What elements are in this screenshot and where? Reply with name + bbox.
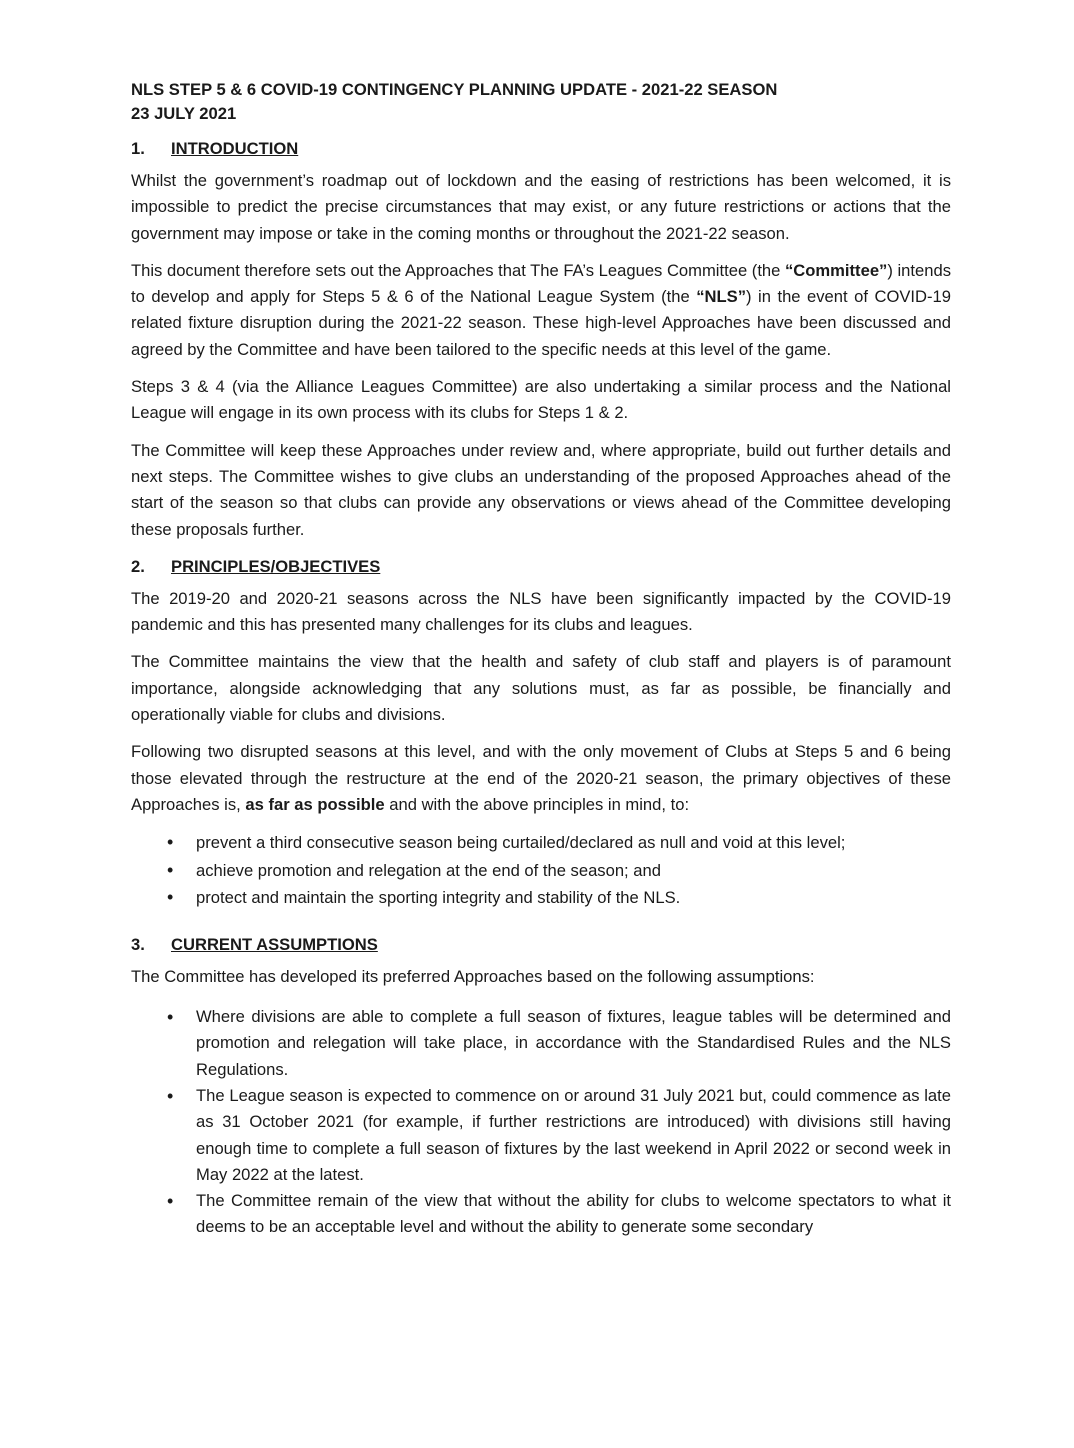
list-item: • The League season is expected to commence on or around 31 July 2021 but, could commence as late as 31 October 2021 (for example, if further restrictions are introduced) with divisions still having enough time to complete a full season of fixtures by the last weekend in April 2022 or second week in May 2022 at the latest. bbox=[131, 1083, 951, 1188]
document-page bbox=[131, 78, 951, 1254]
section-title: INTRODUCTION bbox=[171, 139, 299, 158]
section-heading-assumptions bbox=[131, 932, 951, 958]
paragraph: The 2019-20 and 2020-21 seasons across the NLS have been significantly impacted by the COVID-19 pandemic and this has presented many challenges for its clubs and leagues. bbox=[131, 588, 951, 635]
text-run: ) intends to develop and apply for Steps 5 & 6 of the National League System (the bbox=[131, 260, 951, 307]
paragraph: The Committee will keep these Approaches under review and, where appropriate, build out further details and next steps. The Committee wishes to give clubs an understanding of the proposed Approaches ahead of the start of the season so that clubs can provide any observations or views ahead of the Committee developing these proposals further. bbox=[131, 440, 951, 539]
defined-term: “NLS” bbox=[696, 287, 747, 307]
section-title: PRINCIPLES/OBJECTIVES bbox=[171, 556, 381, 576]
document-title: NLS STEP 5 & 6 COVID-19 CONTINGENCY PLANNING UPDATE - 2021-22 SEASON bbox=[131, 80, 778, 99]
text-run: This document therefore sets out the Approaches that The FA’s Leagues Committee (the bbox=[131, 260, 785, 280]
paragraph bbox=[131, 739, 951, 818]
list-item: • protect and maintain the sporting integrity and stability of the NLS. bbox=[131, 884, 951, 912]
paragraph bbox=[131, 258, 951, 363]
section-number: 1. bbox=[131, 139, 145, 158]
objectives-list bbox=[131, 829, 951, 912]
section-number: 3. bbox=[131, 934, 145, 954]
emphasis: as far as possible bbox=[245, 794, 385, 814]
text-run: Following two disrupted seasons at this level, and with the only movement of Clubs at Steps 5 and 6 being those elevated through the restructure at the end of the 2020-21 season, the primary objectives of these Approaches is, bbox=[131, 742, 951, 814]
paragraph: The Committee maintains the view that the health and safety of club staff and players is of paramount importance, alongside acknowledging that any solutions must, as far as possible, be financially and operationally viable for clubs and divisions. bbox=[131, 652, 951, 725]
list-item: • achieve promotion and relegation at the end of the season; and bbox=[131, 857, 951, 885]
document-date: 23 JULY 2021 bbox=[131, 104, 237, 123]
text-run: ) in the event of COVID-19 related fixture disruption during the 2021-22 season. These high-level Approaches have been discussed and agreed by the Committee and have been tailored to the specific needs at this level of the game. bbox=[131, 287, 951, 359]
section-heading-introduction bbox=[131, 136, 951, 162]
text-run: and with the above principles in mind, to: bbox=[384, 794, 690, 814]
list-item: • prevent a third consecutive season being curtailed/declared as null and void at this level; bbox=[131, 829, 951, 857]
assumptions-list bbox=[131, 1004, 951, 1241]
paragraph: Steps 3 & 4 (via the Alliance Leagues Committee) are also undertaking a similar process and the National League will engage in its own process with its clubs for Steps 1 & 2. bbox=[131, 377, 951, 423]
defined-term: “Committee” bbox=[785, 260, 888, 280]
section-heading-principles bbox=[131, 554, 951, 580]
list-item: • The Committee remain of the view that without the ability for clubs to welcome spectators to what it deems to be an acceptable level and without the ability to generate some secondary bbox=[131, 1188, 951, 1241]
section-number: 2. bbox=[131, 556, 145, 576]
section-title: CURRENT ASSUMPTIONS bbox=[171, 934, 378, 954]
paragraph: The Committee has developed its preferred Approaches based on the following assumptions: bbox=[131, 966, 815, 986]
paragraph: Whilst the government’s roadmap out of lockdown and the easing of restrictions has been welcomed, it is impossible to predict the precise circumstances that may exist, or any future restrictions or actions that the government may impose or take in the coming months or throughout the 2021-22 season. bbox=[131, 171, 951, 243]
list-item: • Where divisions are able to complete a full season of fixtures, league tables will be determined and promotion and relegation will take place, in accordance with the Standardised Rules and the NLS Regulations. bbox=[131, 1004, 951, 1083]
